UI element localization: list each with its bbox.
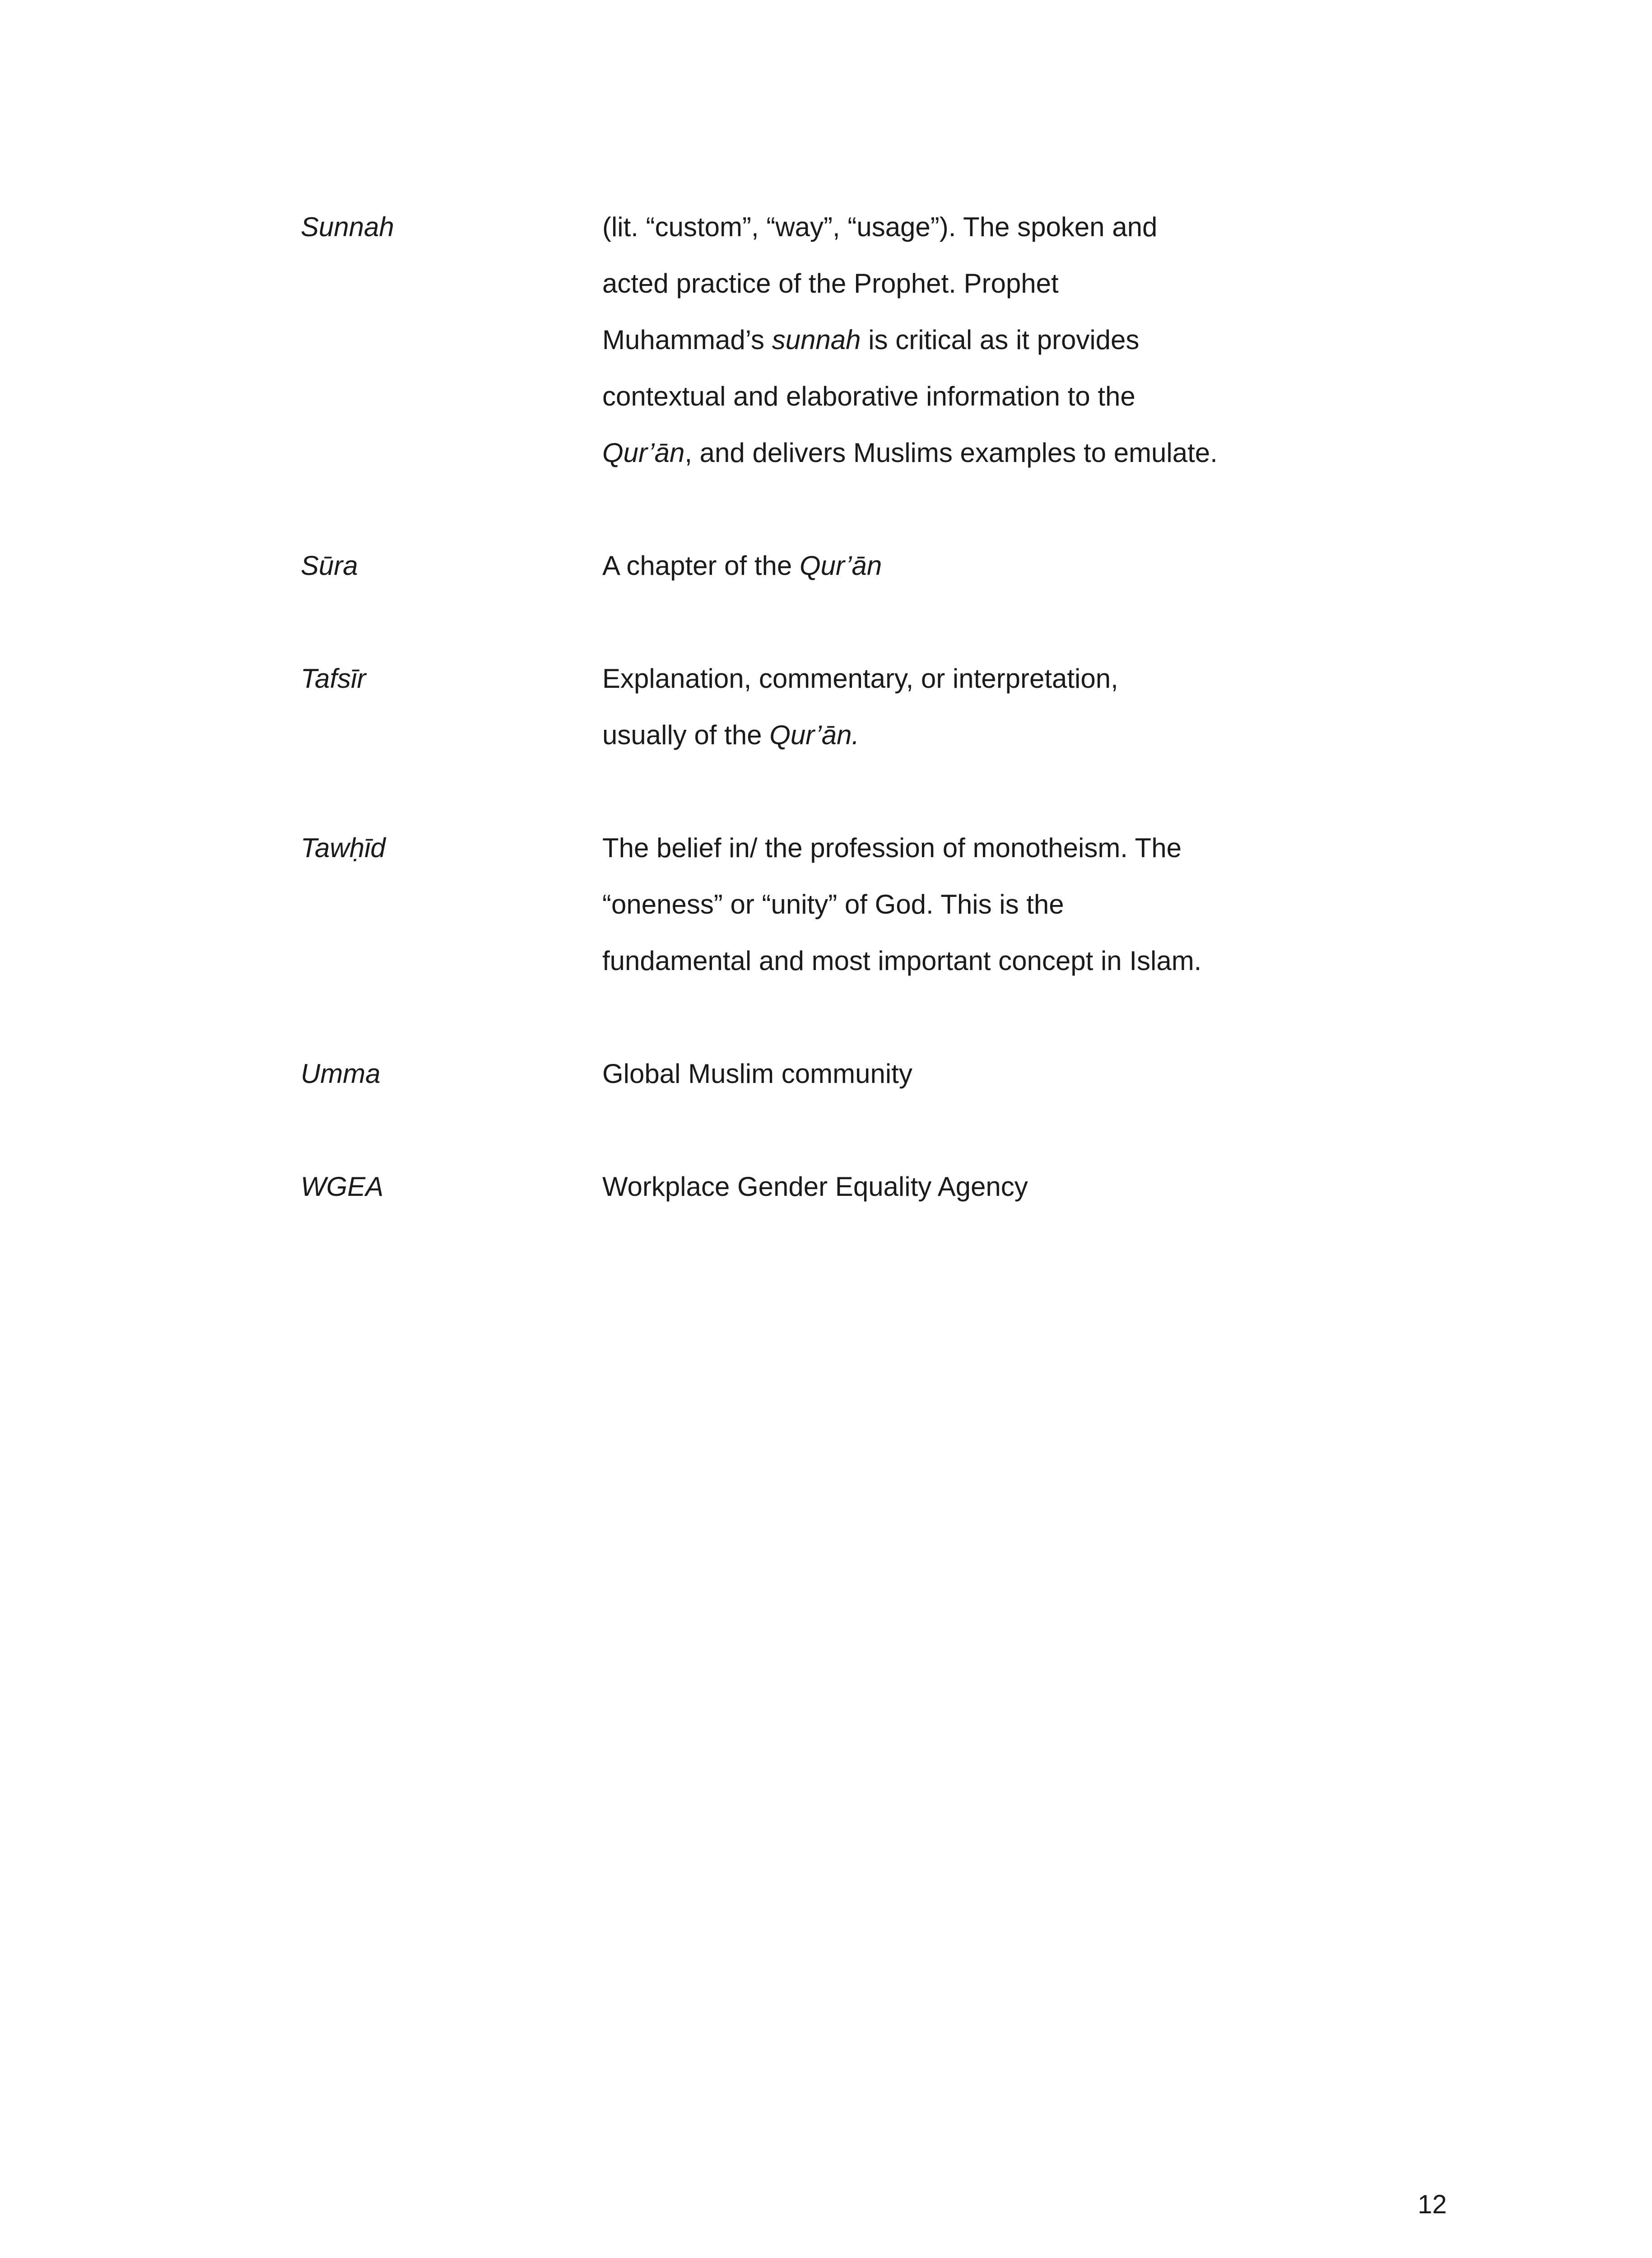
definition-text: Workplace Gender Equality Agency: [602, 1171, 1028, 1202]
definition-text: Global Muslim community: [602, 1059, 912, 1089]
glossary-definition: [602, 820, 1280, 989]
definition-text: “oneness” or “unity” of God. This is the: [602, 889, 1064, 919]
definition-text: A chapter of the: [602, 551, 800, 581]
definition-text: The belief in/ the profession of monotheism. The: [602, 833, 1182, 863]
definition-italic-text: Qur’ān: [799, 551, 882, 581]
definition-text: , and delivers Muslims examples to emulate.: [684, 438, 1218, 468]
definition-line: [602, 368, 1280, 425]
glossary-list: [301, 199, 1384, 1271]
definition-text: acted practice of the Prophet. Prophet: [602, 268, 1059, 299]
definition-italic-text: Qur’ān: [602, 438, 685, 468]
glossary-term: Sūra: [301, 551, 358, 581]
definition-text: contextual and elaborative information to the: [602, 381, 1135, 411]
definition-text: is critical as it provides: [861, 325, 1140, 355]
definition-italic-text: sunnah: [772, 325, 861, 355]
glossary-definition: [602, 1158, 1280, 1215]
definition-text: (lit. “custom”, “way”, “usage”). The spoken and: [602, 212, 1158, 242]
definition-line: [602, 876, 1280, 933]
glossary-definition: [602, 650, 1280, 763]
glossary-definition: [602, 537, 1280, 594]
glossary-entry: [301, 1045, 1384, 1102]
definition-text: fundamental and most important concept in Islam.: [602, 946, 1202, 976]
definition-line: [602, 312, 1280, 368]
definition-line: [602, 199, 1280, 255]
definition-text: Muhammad’s: [602, 325, 772, 355]
glossary-entry: [301, 820, 1384, 989]
definition-line: [602, 707, 1280, 763]
definition-line: [602, 1158, 1280, 1215]
definition-line: [602, 1045, 1280, 1102]
glossary-definition: [602, 199, 1280, 481]
glossary-definition: [602, 1045, 1280, 1102]
definition-text: Explanation, commentary, or interpretation,: [602, 663, 1118, 694]
glossary-term: Sunnah: [301, 212, 394, 242]
glossary-term: Tafsīr: [301, 663, 366, 694]
glossary-term: Umma: [301, 1059, 381, 1089]
definition-line: [602, 255, 1280, 312]
definition-line: [602, 820, 1280, 876]
definition-line: [602, 537, 1280, 594]
glossary-term: Tawḥīd: [301, 833, 386, 863]
glossary-term: WGEA: [301, 1171, 384, 1202]
definition-line: [602, 425, 1280, 481]
glossary-entry: [301, 199, 1384, 481]
definition-italic-text: Qur’ān.: [769, 720, 860, 750]
glossary-entry: [301, 1158, 1384, 1215]
glossary-entry: [301, 650, 1384, 763]
definition-line: [602, 933, 1280, 989]
glossary-entry: [301, 537, 1384, 594]
definition-text: usually of the: [602, 720, 770, 750]
page-number: 12: [1418, 2190, 1447, 2219]
definition-line: [602, 650, 1280, 707]
